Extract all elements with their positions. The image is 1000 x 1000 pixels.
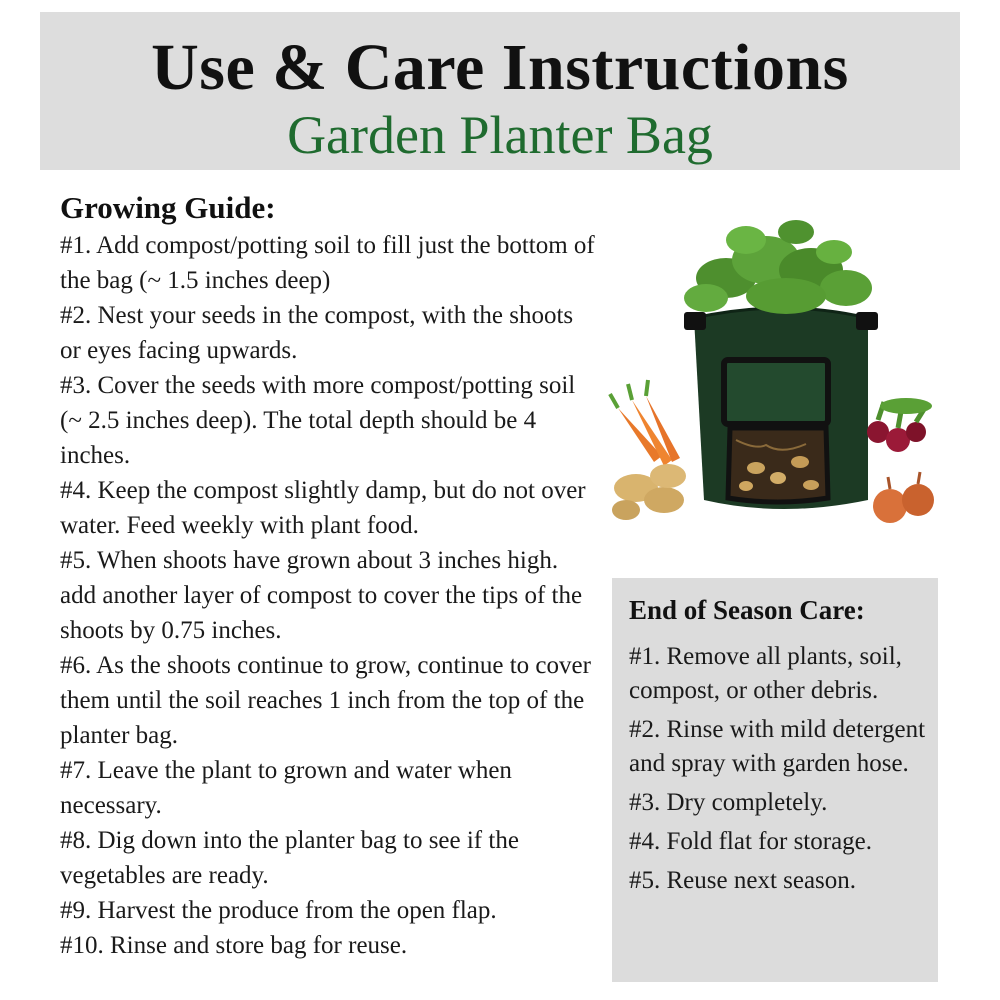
care-step: #3. Dry completely. [629, 789, 828, 816]
end-of-season-care-box [612, 578, 938, 982]
guide-step: #3. Cover the seeds with more compost/potting soil (~ 2.5 inches deep). The total depth should be 4 inches. [60, 372, 576, 469]
guide-step: #9. Harvest the produce from the open flap. [60, 897, 497, 924]
carrot-icon [610, 380, 680, 466]
guide-step: #10. Rinse and store bag for reuse. [60, 932, 408, 959]
guide-step: #4. Keep the compost slightly damp, but do not over water. Feed weekly with plant food. [60, 477, 586, 539]
header-banner [40, 12, 960, 170]
page-title: Use & Care Instructions [151, 31, 849, 104]
potato-icon [612, 464, 686, 520]
guide-step: #1. Add compost/potting soil to fill just the bottom of the bag (~ 1.5 inches deep) [60, 232, 595, 294]
care-step: #4. Fold flat for storage. [629, 828, 873, 855]
leaves-icon [684, 220, 872, 314]
beet-icon [867, 398, 932, 452]
planter-bag-illustration [606, 200, 956, 540]
growing-guide-section [60, 190, 600, 963]
end-of-season-list [629, 640, 929, 903]
onion-icon [873, 472, 934, 523]
guide-step: #8. Dig down into the planter bag to see if the vegetables are ready. [60, 827, 519, 889]
care-step: #1. Remove all plants, soil, compost, or other debris. [629, 643, 902, 704]
guide-step: #5. When shoots have grown about 3 inches high. add another layer of compost to cover the tips of the shoots by 0.75 inches. [60, 547, 583, 644]
growing-guide-heading: Growing Guide: [60, 190, 276, 225]
page-subtitle: Garden Planter Bag [287, 105, 713, 165]
growing-guide-list [60, 228, 600, 963]
care-step: #2. Rinse with mild detergent and spray with garden hose. [629, 716, 926, 777]
guide-step: #7. Leave the plant to grown and water when necessary. [60, 757, 512, 819]
guide-step: #6. As the shoots continue to grow, continue to cover them until the soil reaches 1 inch from the top of the planter bag. [60, 652, 591, 749]
guide-step: #2. Nest your seeds in the compost, with the shoots or eyes facing upwards. [60, 302, 574, 364]
care-step: #5. Reuse next season. [629, 867, 857, 894]
planter-bag-icon [684, 308, 878, 509]
end-of-season-heading: End of Season Care: [629, 595, 865, 625]
